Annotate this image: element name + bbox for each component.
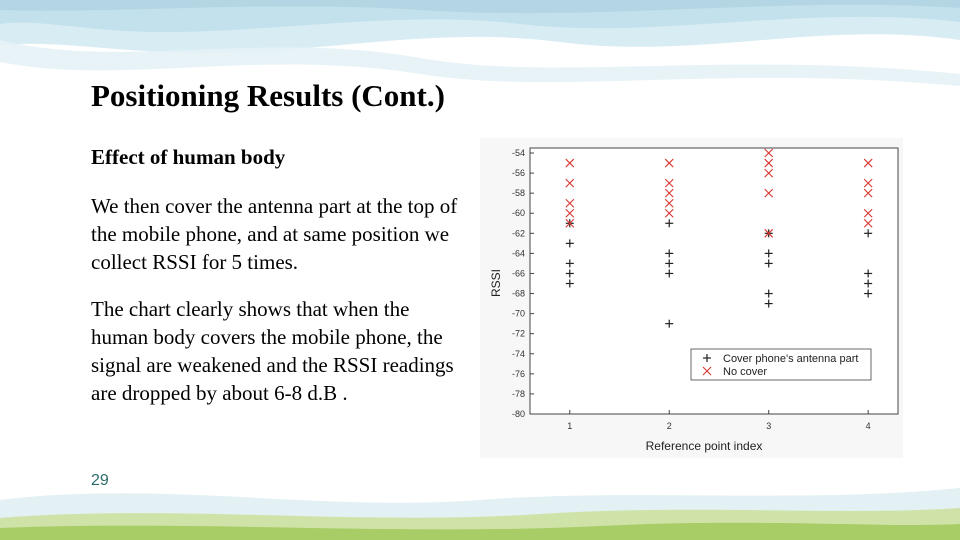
legend-label: Cover phone's antenna part bbox=[723, 353, 859, 365]
footer-wave-decoration bbox=[0, 470, 960, 540]
body-paragraph-1: We then cover the antenna part at the top of the mobile phone, and at same position we collect RSSI for 5 times. bbox=[91, 194, 458, 274]
y-tick-label: -56 bbox=[511, 168, 525, 179]
chart-svg bbox=[480, 138, 903, 458]
y-tick-label: -74 bbox=[511, 348, 525, 359]
y-tick-label: -64 bbox=[511, 248, 525, 259]
slide-title: Positioning Results (Cont.) bbox=[91, 78, 445, 113]
rssi-scatter-chart bbox=[480, 138, 903, 458]
y-tick-label: -70 bbox=[511, 308, 525, 319]
y-tick-label: -76 bbox=[511, 368, 525, 379]
y-tick-label: -60 bbox=[511, 208, 525, 219]
x-tick-label: 4 bbox=[865, 421, 871, 431]
page-number: 29 bbox=[91, 472, 109, 489]
x-tick-label: 1 bbox=[567, 421, 573, 431]
x-axis-label: Reference point index bbox=[645, 439, 763, 453]
y-tick-label: -62 bbox=[511, 228, 525, 239]
y-tick-label: -72 bbox=[511, 328, 525, 339]
y-tick-label: -54 bbox=[511, 148, 525, 159]
body-paragraph-2: The chart clearly shows that when the human body covers the mobile phone, the signal are weakened and the RSSI readings are dropped by about 6-8 d.B . bbox=[91, 297, 454, 405]
y-tick-label: -68 bbox=[511, 288, 525, 299]
y-axis-label: RSSI bbox=[489, 268, 503, 298]
y-tick-label: -78 bbox=[511, 388, 525, 399]
slide-subtitle: Effect of human body bbox=[91, 145, 286, 169]
x-tick-label: 2 bbox=[666, 421, 672, 431]
y-tick-label: -80 bbox=[511, 409, 525, 419]
x-tick-label: 3 bbox=[766, 421, 772, 431]
y-tick-label: -58 bbox=[511, 188, 525, 199]
y-tick-label: -66 bbox=[511, 268, 525, 279]
legend-label: No cover bbox=[723, 366, 768, 378]
